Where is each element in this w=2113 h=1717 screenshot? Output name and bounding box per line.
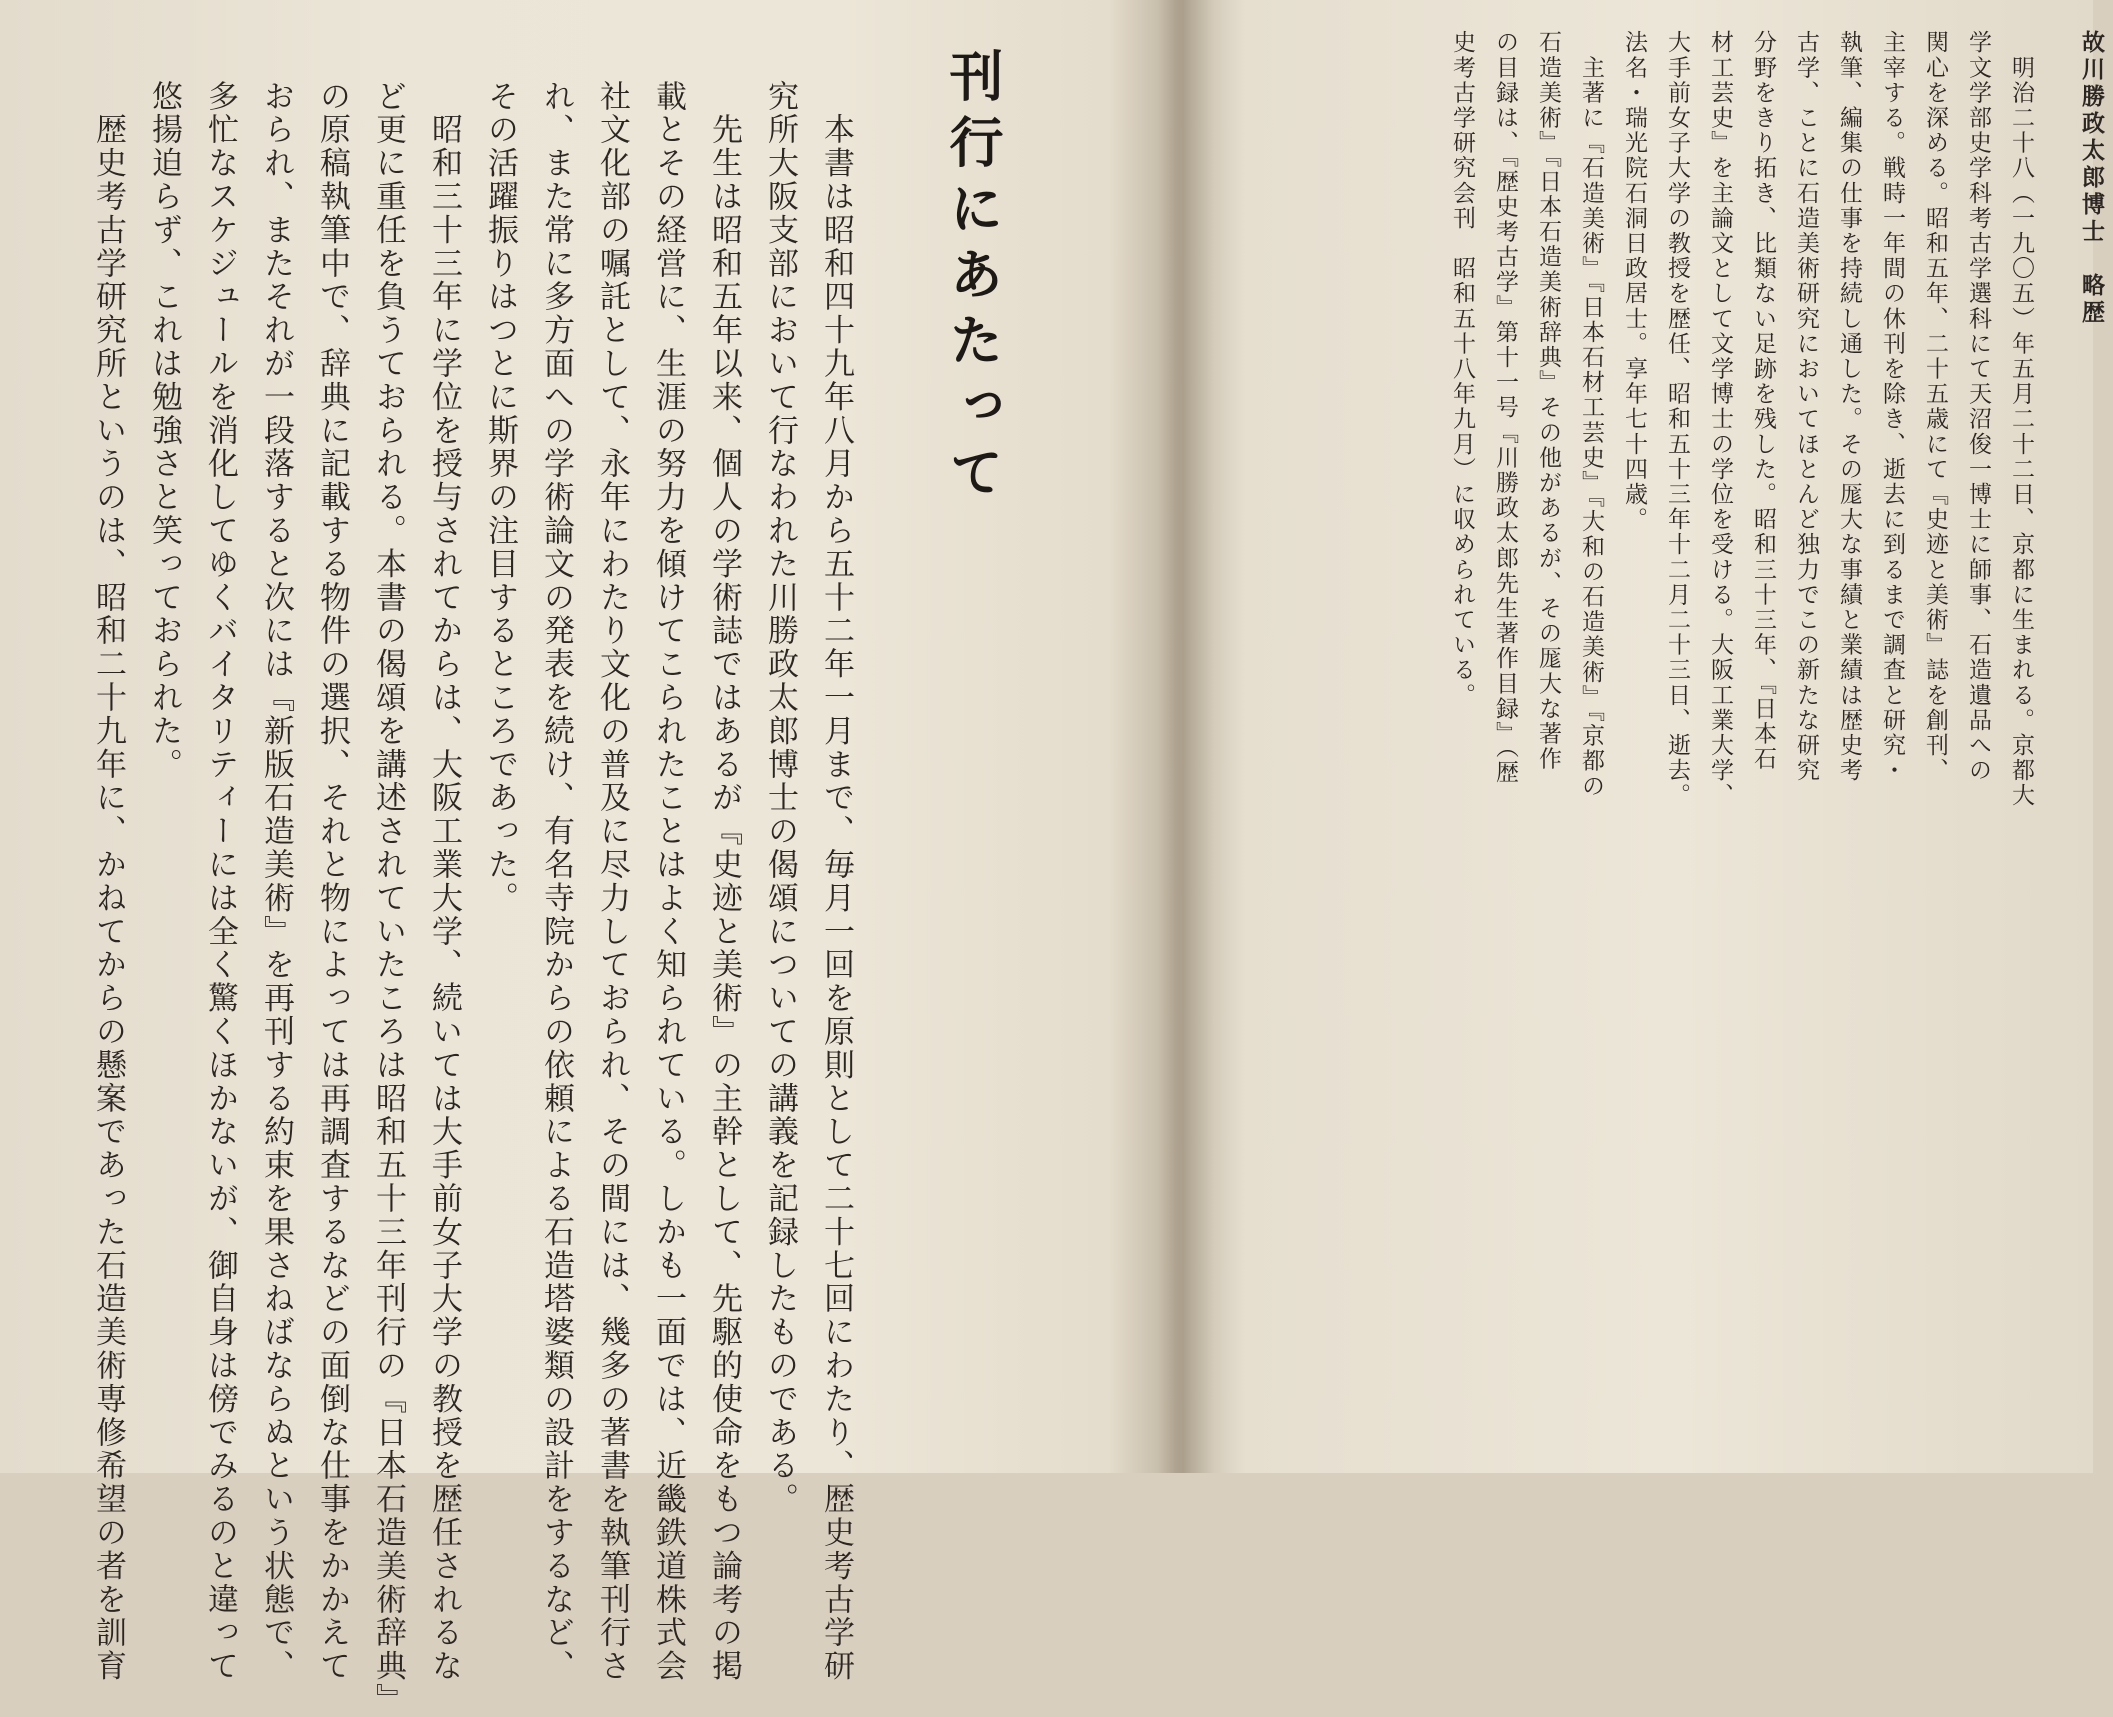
preface-line: 社文化部の嘱託として、永年にわたり文化の普及に尽力しておられ、その間には、幾多の著書を執筆刊行さ (594, 80, 630, 1684)
book-gutter (1158, 0, 1214, 1473)
biography-line: 材工芸史』を主論文として文学博士の学位を受ける。大阪工業大学、 (1707, 30, 1733, 809)
preface-line: 昭和三十三年に学位を授与されてからは、大阪工業大学、続いては大手前女子大学の教授を歴任されるな (426, 80, 462, 1684)
biography-line: 史考古学研究会刊 昭和五十八年九月）に収められている。 (1449, 30, 1475, 708)
page-title: 刊行にあたって (941, 48, 1005, 510)
biography-line: 学文学部史学科考古学選科にて天沼俊一博士に師事、石造遺品への (1965, 30, 1991, 783)
biography-line: 石造美術』『日本石造美術辞典』その他があるが、その厖大な著作 (1535, 30, 1561, 772)
preface-body (80, 80, 864, 1717)
preface-line: その活躍振りはつとに斯界の注目するところであった。 (482, 80, 518, 915)
biography-line: 主宰する。戦時一年間の休刊を除き、逝去に到るまで調査と研究・ (1879, 30, 1905, 783)
preface-line: 載とその経営に、生涯の努力を傾けてこられたことはよく知られている。しかも一面では、近畿鉄道株式会 (650, 80, 686, 1684)
preface-line: 多忙なスケジュールを消化してゆくバイタリティーには全く驚くほかないが、御自身は傍でみるのと違って (202, 80, 238, 1684)
biography-block (1440, 30, 2113, 850)
preface-line: の原稿執筆中で、辞典に記載する物件の選択、それと物によっては再調査するなどの面倒な仕事をかかえて (314, 80, 350, 1684)
biography-line: 法名・瑞光院石洞日政居士。享年七十四歳。 (1621, 30, 1647, 532)
preface-line: れ、また常に多方面への学術論文の発表を続け、有名寺院からの依頼による石造塔婆類の設計をするなど、 (538, 80, 574, 1684)
preface-line: ど更に重任を負うておられる。本書の偈頌を講述されていたころは昭和五十三年刊行の『日本石造美術辞典』 (370, 80, 406, 1717)
biography-line: 古学、ことに石造美術研究においてほとんど独力でこの新たな研究 (1793, 30, 1819, 783)
preface-line: おられ、またそれが一段落すると次には『新版石造美術』を再刊する約束を果さねばならぬという状態で、 (258, 80, 294, 1684)
preface-line: 悠揚迫らず、これは勉強さと笑っておられた。 (146, 80, 182, 782)
biography-line: 主著に『石造美術』『日本石材工芸史』『大和の石造美術』『京都の (1578, 30, 1604, 799)
preface-line: 本書は昭和四十九年八月から五十二年一月まで、毎月一回を原則として二十七回にわたり、歴史考古学研 (818, 80, 854, 1684)
biography-line: 明治二十八（一九〇五）年五月二十二日、京都に生まれる。京都大 (2008, 30, 2034, 809)
biography-heading: 故川勝政太郎博士 略歴 (2078, 30, 2105, 327)
biography-line: 執筆、編集の仕事を持続し通した。その厖大な事績と業績は歴史考 (1836, 30, 1862, 783)
preface-line: 先生は昭和五年以来、個人の学術誌ではあるが『史迹と美術』の主幹として、先駆的使命をもつ論考の掲 (706, 80, 742, 1684)
preface-line: 歴史考古学研究所というのは、昭和二十九年に、かねてからの懸案であった石造美術専修希望の者を訓育 (90, 80, 126, 1684)
biography-line: 分野をきり拓き、比類ない足跡を残した。昭和三十三年、『日本石 (1750, 30, 1776, 772)
biography-line: 関心を深める。昭和五年、二十五歳にて『史迹と美術』誌を創刊、 (1922, 30, 1948, 783)
biography-line: の目録は、『歴史考古学』第十一号『川勝政太郎先生著作目録』（歴 (1492, 30, 1518, 786)
biography-line: 大手前女子大学の教授を歴任、昭和五十三年十二月二十三日、逝去。 (1664, 30, 1690, 809)
heading-spacer (2042, 30, 2070, 850)
preface-line: 究所大阪支部において行なわれた川勝政太郎博士の偈頌についての講義を記録したものである。 (762, 80, 798, 1517)
